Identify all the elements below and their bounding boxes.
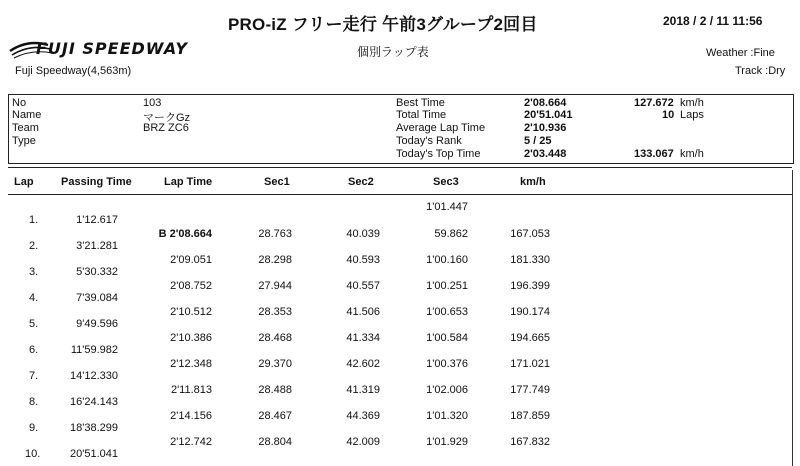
lap-time: 2'14.156: [170, 410, 212, 422]
col-sec1: Sec1: [264, 176, 290, 188]
speed-kmh: 171.021: [510, 358, 550, 370]
name-label: Name: [12, 109, 42, 121]
passing-time: 1'12.617: [76, 214, 118, 226]
right-border: [792, 170, 793, 466]
avg-lap-label: Average Lap Time: [396, 122, 486, 134]
lap-time: 2'08.752: [170, 280, 212, 292]
laps-unit: Laps: [680, 109, 704, 121]
col-lap-time: Lap Time: [164, 176, 213, 188]
sec1-time: 28.468: [258, 332, 292, 344]
lap-time: 2'11.813: [170, 384, 212, 396]
sec1-time: 28.488: [258, 384, 292, 396]
total-time-label: Total Time: [396, 109, 447, 121]
logo-text: FUJI SPEEDWAY: [36, 39, 188, 58]
passing-time: 7'39.084: [76, 292, 118, 304]
report-subtitle: 個別ラップ表: [357, 45, 429, 59]
sec2-time: 40.593: [346, 254, 380, 266]
best-time-value: 2'08.664: [524, 97, 567, 109]
sec1-time: 27.944: [258, 280, 292, 292]
sec3-time: 1'00.653: [426, 306, 468, 318]
sec1-time: 29.370: [258, 358, 292, 370]
speed-kmh: 181.330: [510, 254, 550, 266]
lap-number: 3.: [29, 266, 39, 278]
passing-time: 3'21.281: [76, 240, 118, 252]
track-info: Track :Dry: [735, 65, 786, 77]
sec2-time: 41.319: [346, 384, 380, 396]
page-title: PRO-iZ フリー走行 午前3グループ2回目: [228, 15, 538, 34]
top-speed-unit: km/h: [680, 148, 704, 160]
sec2-time: 42.602: [346, 358, 380, 370]
speed-kmh: 196.399: [510, 280, 550, 292]
sec1-time: 28.467: [258, 410, 292, 422]
passing-time: 18'38.299: [70, 422, 118, 434]
name-value: マークGz: [143, 112, 191, 124]
avg-lap-value: 2'10.936: [524, 122, 567, 134]
sec2-time: 40.039: [346, 228, 380, 240]
lap-number: 2.: [29, 240, 39, 252]
lap-number: 9.: [29, 422, 39, 434]
sec3-time: 1'00.584: [426, 332, 468, 344]
lap-time: 2'09.051: [170, 254, 212, 266]
speed-kmh: 167.053: [510, 228, 550, 240]
passing-time: 20'51.041: [70, 448, 118, 460]
passing-time: 5'30.332: [76, 266, 118, 278]
top-time-value: 2'03.448: [524, 148, 567, 160]
circuit-info: Fuji Speedway(4,563m): [15, 65, 132, 77]
rank-value: 5 / 25: [524, 135, 552, 147]
weather-info: Weather :Fine: [706, 47, 775, 59]
sec2-time: 40.557: [346, 280, 380, 292]
top-speed-value: 133.067: [634, 148, 674, 160]
report-datetime: 2018 / 2 / 11 11:56: [663, 14, 763, 28]
lap-time: 2'12.348: [170, 358, 212, 370]
lap-time: B 2'08.664: [158, 228, 212, 240]
total-time-value: 20'51.041: [524, 109, 573, 121]
laps-count: 10: [662, 109, 675, 121]
passing-time: 9'49.596: [76, 318, 118, 330]
sec3-time: 1'00.251: [426, 280, 468, 292]
team-label: Team: [12, 122, 39, 134]
passing-time: 14'12.330: [70, 370, 118, 382]
team-value: BRZ ZC6: [143, 122, 189, 134]
lap-number: 7.: [29, 370, 39, 382]
sec3-time: 1'00.160: [426, 254, 468, 266]
header-top-rule: [8, 167, 792, 168]
sec2-time: 42.009: [346, 436, 380, 448]
lap-time: 2'10.386: [170, 332, 212, 344]
sec1-time: 28.298: [258, 254, 292, 266]
lap-number: 8.: [29, 396, 39, 408]
lap-number: 6.: [29, 344, 39, 356]
sec3-time: 59.862: [434, 228, 468, 240]
best-time-label: Best Time: [396, 97, 445, 109]
sec1-time: 28.763: [258, 228, 292, 240]
no-label: No: [12, 97, 27, 109]
first-sec3: 1'01.447: [426, 201, 468, 213]
speed-kmh: 187.859: [510, 410, 550, 422]
table-header: [8, 170, 792, 195]
speed-kmh: 177.749: [510, 384, 550, 396]
passing-time: 16'24.143: [70, 396, 118, 408]
sec1-time: 28.353: [258, 306, 292, 318]
lap-time: 2'12.742: [170, 436, 212, 448]
fuji-speedway-logo: [8, 35, 218, 61]
col-lap: Lap: [14, 176, 34, 188]
lap-number: 10.: [25, 448, 41, 460]
type-label: Type: [12, 135, 36, 147]
rank-label: Today's Rank: [396, 135, 462, 147]
speed-kmh: 167.832: [510, 436, 550, 448]
lap-number: 1.: [29, 214, 39, 226]
sec3-time: 1'00.376: [426, 358, 468, 370]
lap-number: 4.: [29, 292, 39, 304]
best-speed-unit: km/h: [680, 97, 704, 109]
best-speed-value: 127.672: [634, 97, 674, 109]
sec2-time: 44.369: [346, 410, 380, 422]
passing-time: 11'59.982: [70, 344, 118, 356]
sec2-time: 41.506: [346, 306, 380, 318]
lap-number: 5.: [29, 318, 39, 330]
top-time-label: Today's Top Time: [396, 148, 481, 160]
sec3-time: 1'01.320: [426, 410, 468, 422]
no-value: 103: [143, 97, 162, 109]
speed-kmh: 194.665: [510, 332, 550, 344]
lap-time: 2'10.512: [170, 306, 212, 318]
col-kmh: km/h: [520, 176, 546, 188]
sec1-time: 28.804: [258, 436, 292, 448]
col-sec2: Sec2: [348, 176, 374, 188]
sec3-time: 1'02.006: [426, 384, 468, 396]
col-passing-time: Passing Time: [61, 176, 132, 188]
speed-kmh: 190.174: [510, 306, 550, 318]
sec2-time: 41.334: [346, 332, 380, 344]
col-sec3: Sec3: [433, 176, 459, 188]
sec3-time: 1'01.929: [426, 436, 468, 448]
